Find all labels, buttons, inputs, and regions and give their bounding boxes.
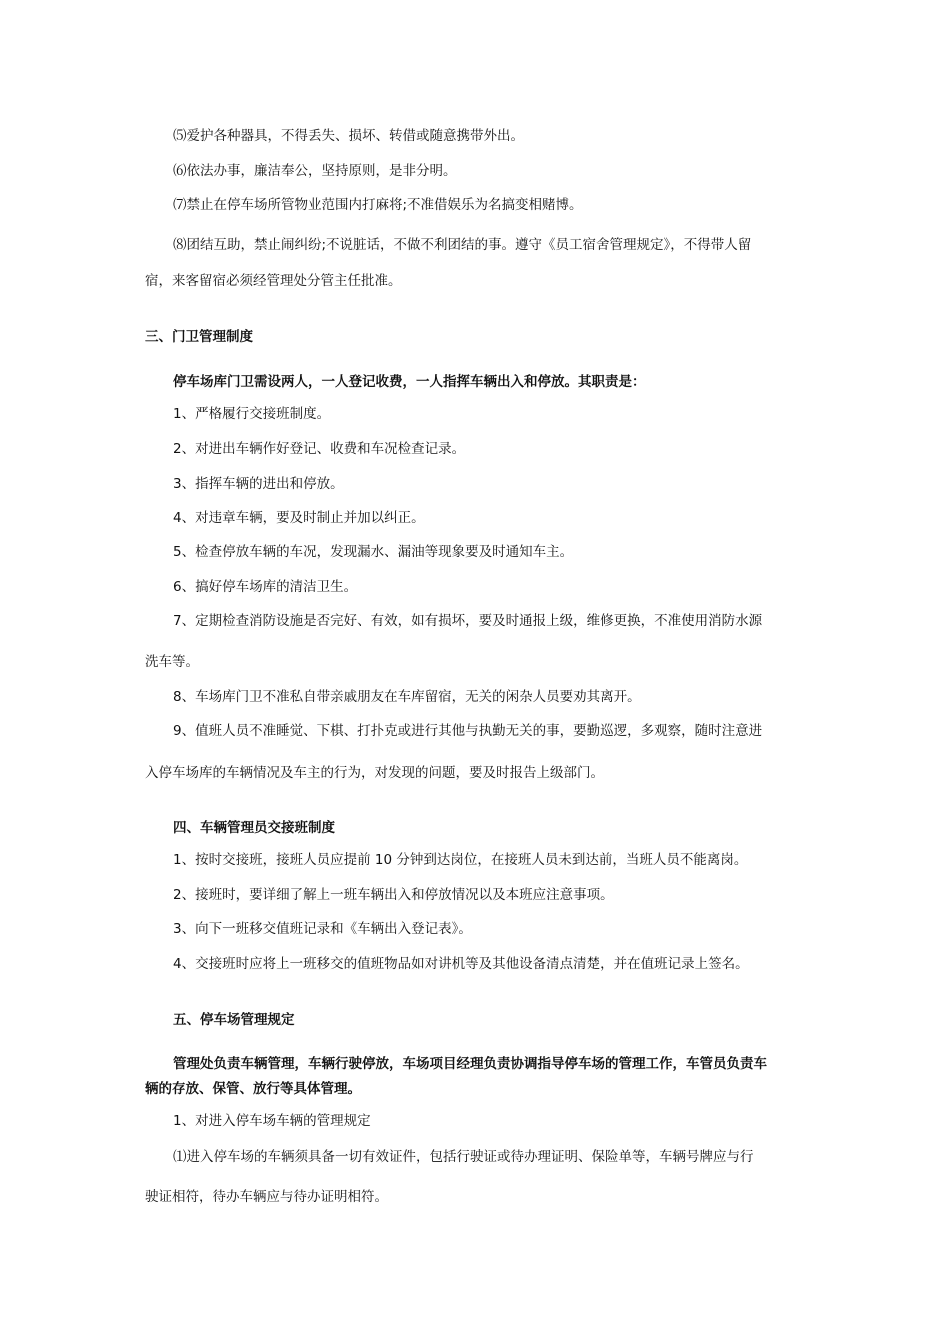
section-heading-shift-handover: 四、车辆管理员交接班制度 xyxy=(173,820,335,836)
duty-item-8: 8、车场库门卫不准私自带亲戚朋友在车库留宿，无关的闲杂人员要劝其离开。 xyxy=(173,689,641,705)
handover-item-2: 2、接班时，要详细了解上一班车辆出入和停放情况以及本班应注意事项。 xyxy=(173,887,614,903)
section-heading-parking-rules: 五、停车场管理规定 xyxy=(173,1012,295,1028)
duty-item-1: 1、严格履行交接班制度。 xyxy=(173,406,331,422)
parking-subheading-1: 1、对进入停车场车辆的管理规定 xyxy=(173,1113,371,1129)
duty-item-5: 5、检查停放车辆的车况，发现漏水、漏油等现象要及时通知车主。 xyxy=(173,544,574,560)
rule-item-5: ⑸爱护各种器具，不得丢失、损坏、转借或随意携带外出。 xyxy=(173,128,524,144)
parking-rules-intro-continued: 辆的存放、保管、放行等具体管理。 xyxy=(145,1081,361,1097)
rule-item-6: ⑹依法办事，廉洁奉公，坚持原则，是非分明。 xyxy=(173,163,457,179)
duty-item-2: 2、对进出车辆作好登记、收费和车况检查记录。 xyxy=(173,441,466,457)
section-intro-gate-guard: 停车场库门卫需设两人，一人登记收费，一人指挥车辆出入和停放。其职责是： xyxy=(173,374,646,390)
duty-item-7-continued: 洗车等。 xyxy=(145,654,199,670)
duty-item-3: 3、指挥车辆的进出和停放。 xyxy=(173,476,344,492)
duty-item-4: 4、对违章车辆，要及时制止并加以纠正。 xyxy=(173,510,425,526)
parking-rules-intro: 管理处负责车辆管理，车辆行驶停放，车场项目经理负责协调指导停车场的管理工作，车管员负责车 xyxy=(173,1056,767,1072)
handover-item-4: 4、交接班时应将上一班移交的值班物品如对讲机等及其他设备清点清楚，并在值班记录上签名。 xyxy=(173,956,749,972)
handover-item-3: 3、向下一班移交值班记录和《车辆出入登记表》。 xyxy=(173,921,472,937)
duty-item-7: 7、定期检查消防设施是否完好、有效，如有损坏，要及时通报上级，维修更换，不准使用消防水源 xyxy=(173,613,763,629)
section-heading-gate-guard: 三、门卫管理制度 xyxy=(145,329,253,345)
parking-rule-1: ⑴进入停车场的车辆须具备一切有效证件，包括行驶证或待办理证明、保险单等，车辆号牌应与行 xyxy=(173,1149,754,1165)
duty-item-6: 6、搞好停车场库的清洁卫生。 xyxy=(173,579,358,595)
duty-item-9-continued: 入停车场库的车辆情况及车主的行为，对发现的问题，要及时报告上级部门。 xyxy=(145,765,604,781)
rule-item-8-continued: 宿，来客留宿必须经管理处分管主任批准。 xyxy=(145,273,402,289)
rule-item-7: ⑺禁止在停车场所管物业范围内打麻将;不准借娱乐为名搞变相赌博。 xyxy=(173,197,583,213)
duty-item-9: 9、值班人员不准睡觉、下棋、打扑克或进行其他与执勤无关的事，要勤巡逻，多观察，随时注意进 xyxy=(173,723,763,739)
handover-item-1: 1、按时交接班，接班人员应提前 10 分钟到达岗位，在接班人员未到达前，当班人员不能离岗。 xyxy=(173,852,748,868)
rule-item-8: ⑻团结互助，禁止闹纠纷;不说脏话，不做不利团结的事。遵守《员工宿舍管理规定》，不得带人留 xyxy=(173,237,752,253)
parking-rule-1-continued: 驶证相符，待办车辆应与待办证明相符。 xyxy=(145,1189,388,1205)
